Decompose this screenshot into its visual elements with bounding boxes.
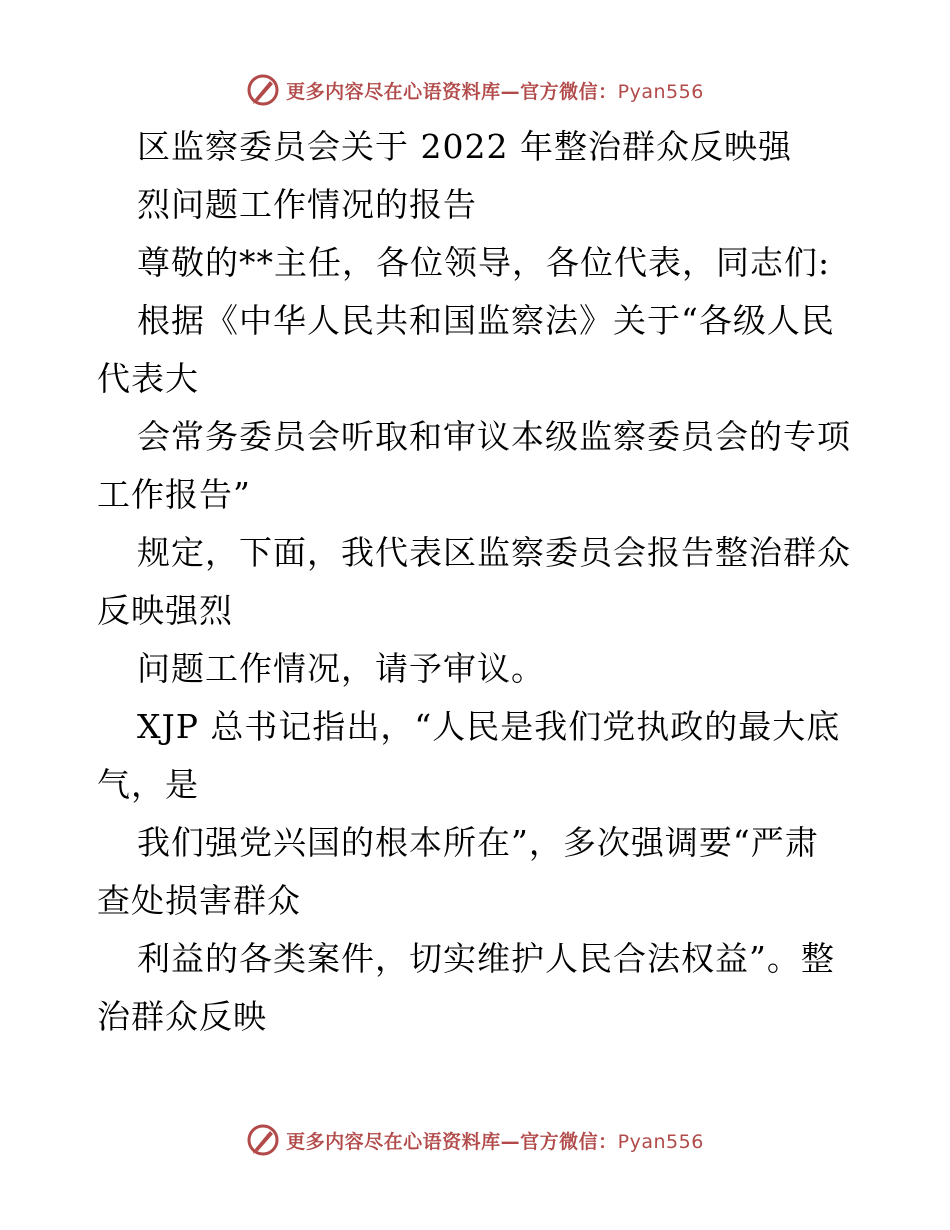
header-banner-content	[246, 73, 704, 107]
header-banner-text	[286, 77, 704, 104]
paragraph-line: 代表大	[97, 359, 199, 398]
footer-banner	[0, 1120, 950, 1160]
paragraph-line: 规定，下面，我代表区监察委员会报告整治群众	[137, 533, 851, 572]
paragraph-line: XJP 总书记指出，“人民是我们党执政的最大底	[137, 707, 841, 746]
banner-slogan: 更多内容尽在心语资料库—官方微信：	[286, 80, 618, 103]
document-title-line-1: 区监察委员会关于 2022 年整治群众反映强	[137, 127, 792, 166]
paragraph-line: 治群众反映	[97, 997, 267, 1036]
document-body	[97, 118, 857, 1046]
salutation: 尊敬的**主任，各位领导，各位代表，同志们:	[137, 243, 831, 282]
footer-banner-text	[286, 1127, 704, 1154]
footer-banner-content	[246, 1123, 704, 1157]
paragraph-line: 反映强烈	[97, 591, 233, 630]
paragraph-line: 查处损害群众	[97, 881, 301, 920]
paragraph-line: 工作报告”	[97, 475, 251, 514]
paragraph-line: 问题工作情况，请予审议。	[137, 649, 545, 688]
paragraph-line: 气，是	[97, 765, 199, 804]
banner-wechat-id: Pyan556	[617, 1130, 704, 1153]
paragraph-line: 根据《中华人民共和国监察法》关于“各级人民	[137, 301, 835, 340]
document-title-line-2: 烈问题工作情况的报告	[137, 185, 477, 224]
banner-slogan: 更多内容尽在心语资料库—官方微信：	[286, 1130, 618, 1153]
paragraph-line: 利益的各类案件，切实维护人民合法权益”。整	[137, 939, 835, 978]
paragraph-line: 我们强党兴国的根本所在”，多次强调要“严肃	[137, 823, 819, 862]
header-banner	[0, 70, 950, 110]
quill-logo-icon	[246, 1123, 280, 1157]
quill-logo-icon	[246, 73, 280, 107]
paragraph-line: 会常务委员会听取和审议本级监察委员会的专项	[137, 417, 851, 456]
banner-wechat-id: Pyan556	[617, 80, 704, 103]
